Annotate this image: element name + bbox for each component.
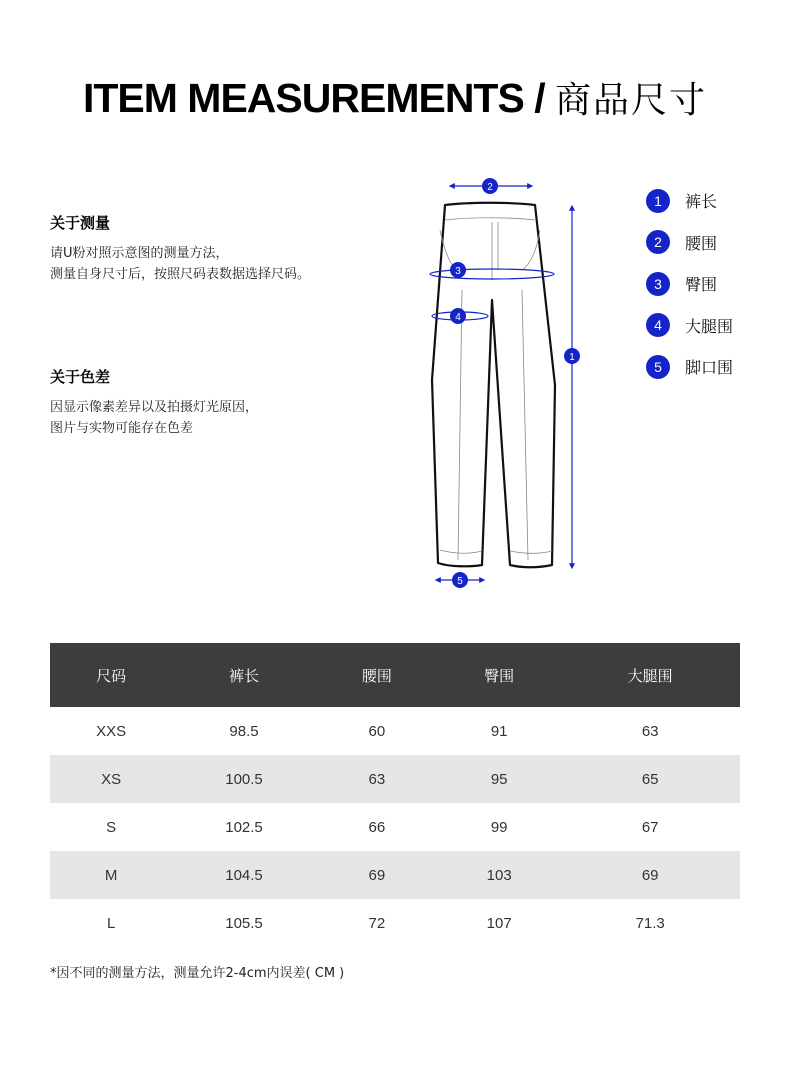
svg-text:2: 2 [487,182,493,193]
header-length: 裤长 [172,643,315,707]
legend-label: 大腿围 [685,316,734,336]
table-cell: L [106,914,116,932]
size-table [50,643,740,947]
table-cell: 66 [368,818,386,836]
table-row [50,707,740,755]
marker-4 [450,308,466,324]
legend-badge: 2 [646,230,670,254]
legend-label: 裤长 [685,192,718,211]
legend-badge: 5 [646,355,670,379]
marker-1 [564,348,580,364]
table-cell: 69 [316,851,438,899]
title-separator: / [523,75,556,121]
legend-item-length [646,188,733,213]
legend-label: 腰围 [685,233,718,253]
marker-3 [450,262,466,278]
pants-outline [432,203,555,568]
title-cn: 商品尺寸 [555,80,708,121]
header-waist: 腰围 [316,643,438,707]
table-cell: 60 [368,722,386,740]
svg-text:4: 4 [455,312,461,323]
table-cell: 99 [490,818,508,836]
table-cell: 65 [560,755,740,803]
table-cell: 105.5 [225,914,263,932]
table-cell: 91 [490,722,508,740]
table-cell: 107 [486,914,512,932]
pants-diagram [410,170,610,600]
marker-5 [452,572,468,588]
table-row [50,803,740,851]
svg-text:3: 3 [455,266,461,277]
about-measure-line-1: 请U粉对照示意图的测量方法， [50,246,229,261]
table-cell: XS [50,755,172,803]
about-color-line-1: 因显示像素差异以及拍摄灯光原因， [50,400,259,415]
marker-2 [482,178,498,194]
table-cell: XXS [96,722,127,740]
title-en: ITEM MEASUREMENTS [82,75,524,121]
table-cell: 102.5 [225,818,263,836]
table-cell: 104.5 [172,851,315,899]
table-row [50,851,740,899]
table-cell: 103 [438,851,560,899]
table-cell: 63 [316,755,438,803]
legend-item-hem [646,354,733,379]
svg-text:5: 5 [457,576,463,587]
legend-badge: 4 [646,313,670,337]
header-hip: 臀围 [438,643,560,707]
about-measure-section [50,212,310,285]
page-title [0,72,790,123]
table-cell: 69 [560,851,740,899]
legend-item-waist [646,230,733,255]
about-color-section [50,366,258,439]
legend-label: 脚口围 [685,358,734,377]
table-cell: 63 [641,722,659,740]
about-measure-line-2: 测量自身尺寸后，按照尺码表数据选择尺码。 [50,267,311,282]
table-cell: 98.5 [229,722,259,740]
header-thigh: 大腿围 [560,643,740,707]
about-measure-heading: 关于测量 [50,214,111,232]
table-cell: M [50,851,172,899]
table-cell: 72 [368,914,386,932]
table-row [50,899,740,947]
legend-badge: 3 [646,272,670,296]
table-cell: 100.5 [172,755,315,803]
table-cell: 71.3 [635,914,665,932]
svg-text:1: 1 [569,352,575,363]
legend-item-hip [646,271,733,296]
legend-item-thigh [646,313,733,338]
table-row [50,755,740,803]
table-cell: 95 [438,755,560,803]
legend-label: 臀围 [685,275,718,294]
about-color-heading: 关于色差 [50,368,111,386]
table-cell: 67 [641,818,659,836]
table-header-row [50,643,740,707]
table-cell: S [106,818,117,836]
about-color-line-2: 图片与实物可能存在色差 [50,421,194,436]
legend-badge: 1 [646,189,670,213]
measurement-note: *因不同的测量方法，测量允许2-4cm内误差( CM ) [50,966,345,981]
header-size: 尺码 [50,643,172,707]
measurement-legend [646,188,733,396]
